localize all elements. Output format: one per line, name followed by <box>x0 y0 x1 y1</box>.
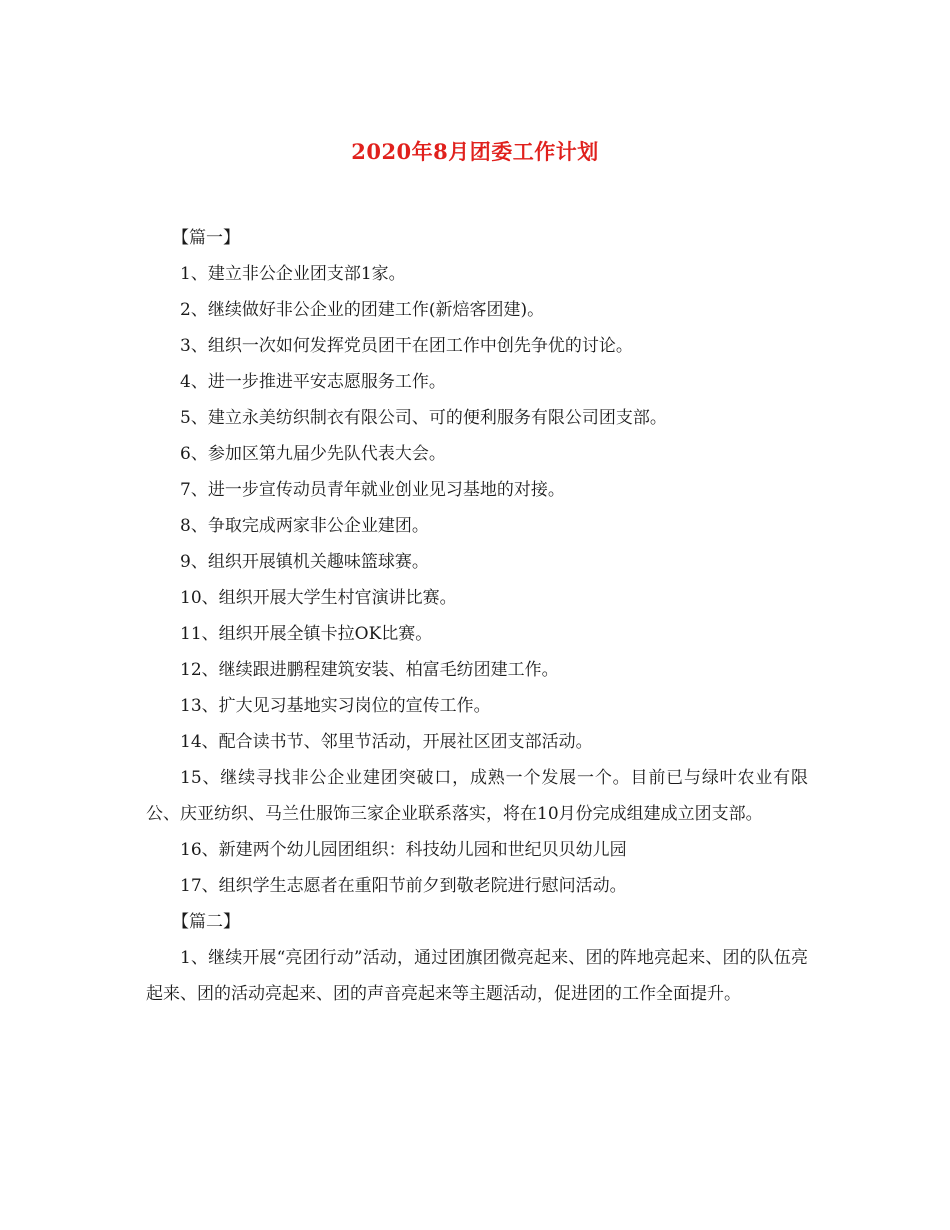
list-item: 5、建立永美纺织制衣有限公司、可的便利服务有限公司团支部。 <box>180 408 667 428</box>
list-item: 13、扩大见习基地实习岗位的宣传工作。 <box>180 696 491 716</box>
list-item: 14、配合读书节、邻里节活动，开展社区团支部活动。 <box>180 732 593 752</box>
list-item: 16、新建两个幼儿园团组织：科技幼儿园和世纪贝贝幼儿园 <box>180 840 627 860</box>
document-title: 2020年8月团委工作计划 <box>351 139 599 164</box>
list-item: 1、建立非公企业团支部1家。 <box>180 264 406 284</box>
list-item: 9、组织开展镇机关趣味篮球赛。 <box>180 552 429 572</box>
list-item: 7、进一步宣传动员青年就业创业见习基地的对接。 <box>180 480 565 500</box>
list-item: 4、进一步推进平安志愿服务工作。 <box>180 372 446 392</box>
list-item: 11、组织开展全镇卡拉OK比赛。 <box>180 624 433 644</box>
list-item: 2、继续做好非公企业的团建工作(新焙客团建)。 <box>180 300 545 320</box>
section-1-list <box>146 256 808 904</box>
list-item: 3、组织一次如何发挥党员团干在团工作中创先争优的讨论。 <box>180 336 633 356</box>
section-2-list <box>146 940 808 1012</box>
list-item: 17、组织学生志愿者在重阳节前夕到敬老院进行慰问活动。 <box>180 876 627 896</box>
list-item: 8、争取完成两家非公企业建团。 <box>180 516 429 536</box>
list-item: 10、组织开展大学生村官演讲比赛。 <box>180 588 457 608</box>
list-item: 6、参加区第九届少先队代表大会。 <box>180 444 446 464</box>
section-heading-2: 【篇二】 <box>172 912 240 932</box>
list-item: 12、继续跟进鹏程建筑安装、柏富毛纺团建工作。 <box>180 660 559 680</box>
section-heading-1: 【篇一】 <box>172 228 240 248</box>
list-item: 15、继续寻找非公企业建团突破口，成熟一个发展一个。目前已与绿叶农业有限公、庆亚纺织、马兰仕服饰三家企业联系落实，将在10月份完成组建成立团支部。 <box>146 768 808 824</box>
document-body <box>146 220 808 1012</box>
list-item: 1、继续开展“亮团行动”活动，通过团旗团微亮起来、团的阵地亮起来、团的队伍亮起来、团的活动亮起来、团的声音亮起来等主题活动，促进团的工作全面提升。 <box>146 948 808 1004</box>
